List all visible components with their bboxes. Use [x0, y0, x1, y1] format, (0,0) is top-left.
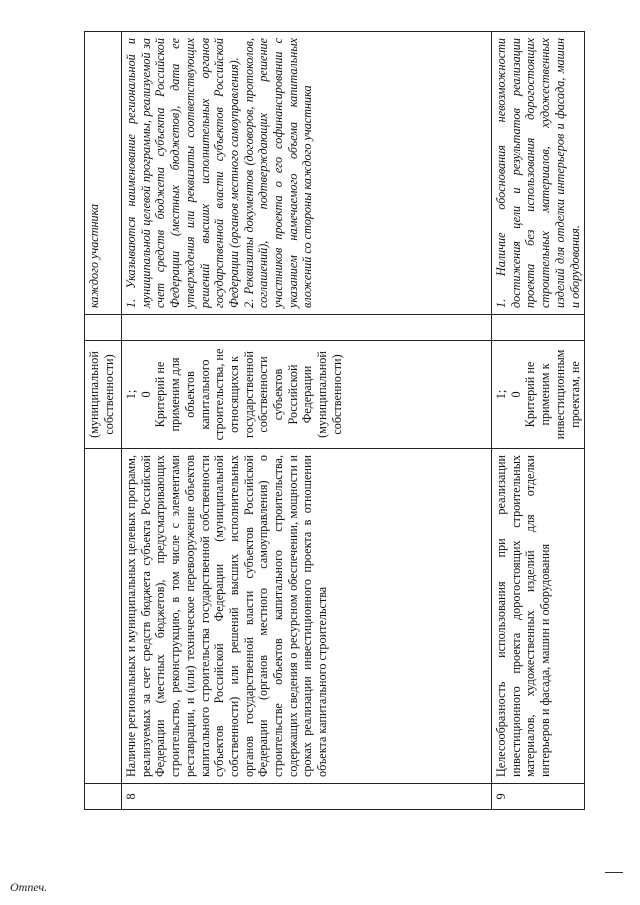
table-row	[492, 32, 585, 810]
description-cell	[492, 32, 585, 315]
cell-empty	[492, 315, 585, 341]
description-text: каждого участника	[87, 203, 101, 308]
cell-empty	[122, 315, 492, 341]
table-row	[85, 32, 122, 810]
cell-score-continuation: (муниципальной собственности)	[85, 341, 122, 449]
description-paragraph: 2. Реквизиты документов (договоров, протоколов, соглашений), подтверждающих решение участников проекта о его софинансировании с указанием намечаемого объема капитальных вложений со стороны каждого участника	[241, 38, 315, 308]
criterion-text: Целесообразность использования при реализации инвестиционного проекта дорогостоящих строительных материалов, художественных изделий для отделки интерьеров и фасада, машин и оборудования	[492, 449, 585, 784]
signature-mark: Отпеч.	[10, 880, 48, 894]
score-note: Критерий не применим к инвестиционным проектам, не	[523, 349, 582, 440]
cell-description-continuation	[85, 32, 122, 315]
cell-number-empty	[85, 784, 122, 810]
criterion-text: Наличие региональных и муниципальных целевых программ, реализуемых за счет средств бюджета субъекта Российской Федерации (местных бюджетов), предусматривающих строительство, реконструкцию, в том числе с элементами реставрации, и (или) техническое перевооружение объектов капитального строительства государственной собственности субъектов Российской Федерации (муниципальной собственности) или решений высших исполнительных органов государственной власти субъектов Российской Федерации (органов местного самоуправления) о строительстве объектов капитального строительства, содержащих сведения о ресурсном обеспечении, мощности и сроках реализации инвестиционного проекта в отношении объекта капитального строительства	[122, 449, 492, 784]
cell-criterion-empty	[85, 449, 122, 784]
score-cell	[492, 341, 585, 449]
row-number: 9	[492, 784, 585, 810]
score-note: Критерий не применим для объектов капитального строительства, не относящихся к государственной собственности субъектов Российской Федерации (муниципальной собственности)	[153, 348, 344, 441]
score-values: 1; 0	[494, 389, 523, 400]
row-number: 8	[122, 784, 492, 810]
table-row	[122, 32, 492, 810]
description-cell	[122, 32, 492, 315]
description-paragraph: 1. Наличие обоснования невозможности достижения цели и результатов реализации проекта без использования дорогостоящих строительных материалов, художественных изделий для отделки интерьеров и фасада, машин и оборудования.	[494, 38, 582, 308]
description-paragraph: 1. Указываются наименование региональной и муниципальной целевой программы, реализуемой за счет средств бюджета субъекта Российской Федерации (местных бюджетов), дата ее утверждения или реквизиты соответствующих решений высших исполнительных органов государственной власти субъектов Российской Федерации (органов местного самоуправления).	[124, 38, 241, 308]
cell-empty	[85, 315, 122, 341]
criteria-table	[84, 31, 585, 810]
score-cell	[122, 341, 492, 449]
score-values: 1; 0	[124, 389, 153, 400]
corner-line	[605, 872, 623, 873]
